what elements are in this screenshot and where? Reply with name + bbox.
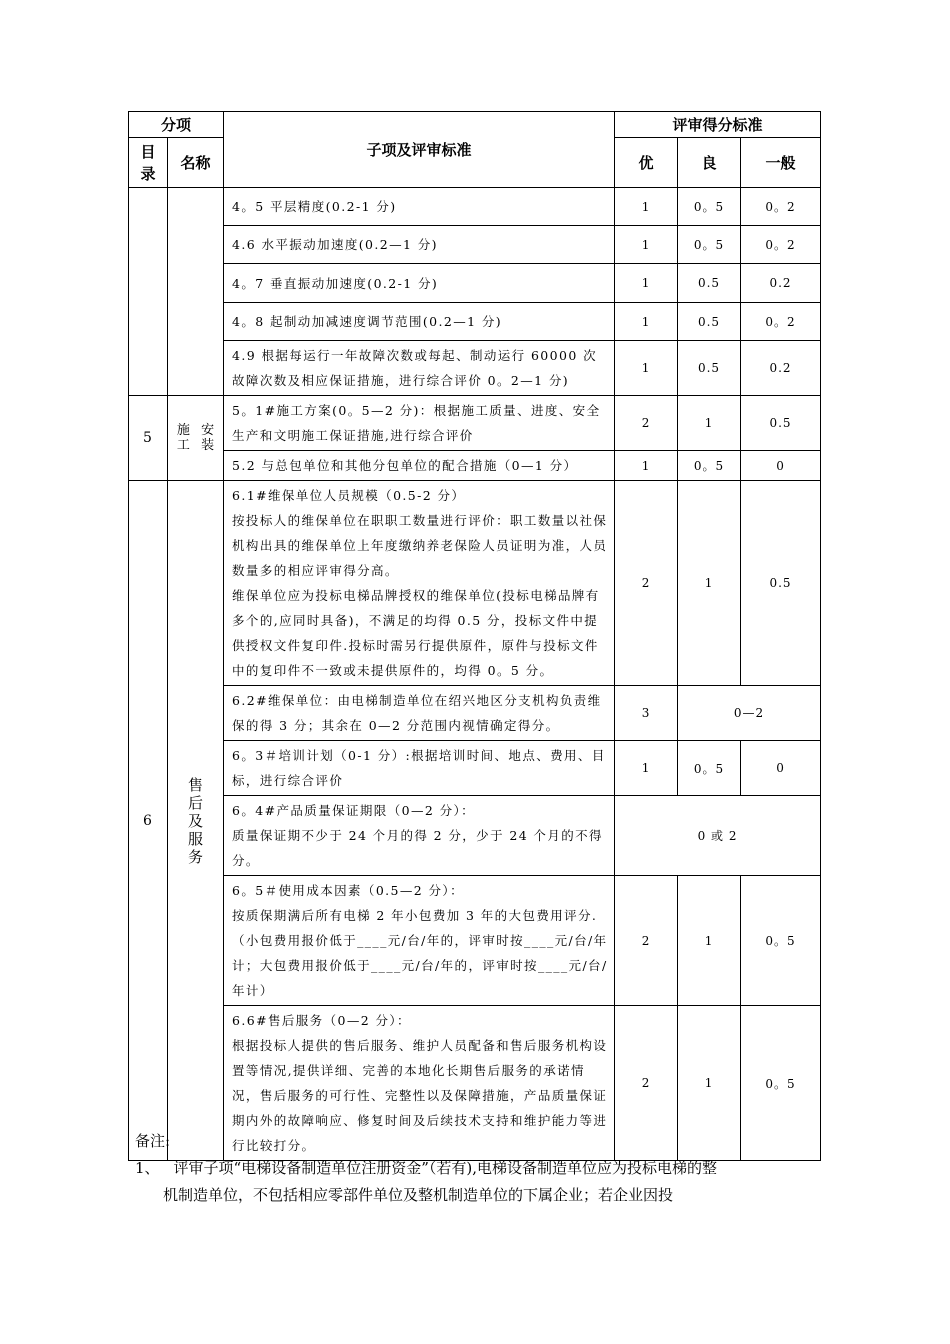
- header-score-standard: 评审得分标准: [615, 112, 821, 138]
- score-liang: 0.5: [678, 264, 741, 303]
- score-you: 2: [615, 876, 678, 1006]
- note-item-1: 1、 评审子项“电梯设备制造单位注册资金”（若有),电梯设备制造单位应为投标电梯的整: [135, 1159, 718, 1177]
- score-yiban: 0。5: [741, 1006, 821, 1161]
- score-yiban: 0.5: [741, 396, 821, 451]
- score-yiban: 0: [741, 451, 821, 481]
- score-liang: 1: [678, 876, 741, 1006]
- notes-section: [135, 1128, 825, 1209]
- score-yiban: 0。2: [741, 303, 821, 341]
- score-you: 1: [615, 451, 678, 481]
- score-liang: 1: [678, 1006, 741, 1161]
- criteria-text: 5。1#施工方案(0。5—2 分)：根据施工质量、进度、安全生产和文明施工保证措施,进行综合评价: [224, 396, 615, 451]
- score-you: 1: [615, 188, 678, 226]
- group6-num: 6: [129, 481, 168, 1161]
- score-you: 2: [615, 396, 678, 451]
- score-liang: 1: [678, 396, 741, 451]
- score-yiban: 0: [741, 741, 821, 796]
- score-you: 1: [615, 341, 678, 396]
- note-item-1-cont: 机制造单位，不包括相应零部件单位及整机制造单位的下属企业；若企业因投: [163, 1186, 674, 1204]
- score-liang: 0.5: [678, 341, 741, 396]
- score-liang: 0。5: [678, 188, 741, 226]
- notes-label: 备注:: [135, 1132, 171, 1150]
- header-fenxiang: 分项: [129, 112, 224, 138]
- criteria-text: 4.9 根据每运行一年故障次数或每起、制动运行 60000 次故障次数及相应保证措施，进行综合评价 0。2—1 分): [224, 341, 615, 396]
- score-liang: 0。5: [678, 741, 741, 796]
- score-you: 1: [615, 303, 678, 341]
- criteria-text: 6。4#产品质量保证期限（0—2 分）： 质量保证期不少于 24 个月的得 2 分，少于 24 个月的不得分。: [224, 796, 615, 876]
- criteria-text: 5.2 与总包单位和其他分包单位的配合措施（0—1 分）: [224, 451, 615, 481]
- score-you: 1: [615, 264, 678, 303]
- criteria-text: 6.6#售后服务（0—2 分）： 根据投标人提供的售后服务、维护人员配备和售后服务机构设置等情况,提供详细、完善的本地化长期售后服务的承诺情况，售后服务的可行性、完整性以及保障措施，产品质量保证期内外的故障响应、修复时间及后续技术支持和维护能力等进行比较打分。: [224, 1006, 615, 1161]
- score-you: 1: [615, 741, 678, 796]
- score-you: 3: [615, 686, 678, 741]
- scoring-table: [128, 111, 821, 1161]
- criteria-text: 4。7 垂直振动加速度(0.2-1 分): [224, 264, 615, 303]
- header-criteria: 子项及评审标准: [224, 112, 615, 188]
- group5-num: 5: [129, 396, 168, 481]
- score-liang: 0。5: [678, 451, 741, 481]
- score-yiban: 0.2: [741, 264, 821, 303]
- group4-name-cell: [168, 188, 224, 396]
- score-you: 2: [615, 481, 678, 686]
- header-liang: 良: [678, 138, 741, 188]
- header-mingcheng: 名称: [168, 138, 224, 188]
- score-yiban: 0。2: [741, 226, 821, 264]
- score-yiban: 0。2: [741, 188, 821, 226]
- header-yiban: 一般: [741, 138, 821, 188]
- score-yiban: 0。5: [741, 876, 821, 1006]
- score-yiban: 0.5: [741, 481, 821, 686]
- criteria-text: 4。5 平层精度(0.2-1 分): [224, 188, 615, 226]
- criteria-text: 6.1#维保单位人员规模（0.5-2 分） 按投标人的维保单位在职职工数量进行评价：职工数量以社保机构出具的维保单位上年度缴纳养老保险人员证明为准，人员数量多的相应评审得分高。 维保单位应为投标电梯品牌授权的维保单位(投标电梯品牌有多个的,应同时具备)，不满足的均得 0.5 分，投标文件中提供授权文件复印件.投标时需另行提供原件，原件与投标文件中的复印件不一致或未提供原件的，均得 0。5 分。: [224, 481, 615, 686]
- criteria-text: 4.6 水平振动加速度(0.2—1 分): [224, 226, 615, 264]
- header-mulu: 目录: [129, 138, 168, 188]
- score-liang-yiban-merged: 0—2: [678, 686, 821, 741]
- score-liang: 0。5: [678, 226, 741, 264]
- group6-name: 售后及服务: [168, 481, 224, 1161]
- score-you: 2: [615, 1006, 678, 1161]
- criteria-text: 4。8 起制动加减速度调节范围(0.2—1 分): [224, 303, 615, 341]
- group5-name: 施工 安装: [168, 396, 224, 481]
- header-you: 优: [615, 138, 678, 188]
- group4-num-cell: [129, 188, 168, 396]
- score-liang: 1: [678, 481, 741, 686]
- criteria-text: 6.2#维保单位：由电梯制造单位在绍兴地区分支机构负责维保的得 3 分；其余在 0—2 分范围内视情确定得分。: [224, 686, 615, 741]
- score-merged: 0 或 2: [615, 796, 821, 876]
- score-liang: 0.5: [678, 303, 741, 341]
- score-you: 1: [615, 226, 678, 264]
- score-yiban: 0.2: [741, 341, 821, 396]
- criteria-text: 6。3＃培训计划（0-1 分）:根据培训时间、地点、费用、目标，进行综合评价: [224, 741, 615, 796]
- criteria-text: 6。5＃使用成本因素（0.5—2 分）： 按质保期满后所有电梯 2 年小包费加 3 年的大包费用评分.（小包费用报价低于____元/台/年的，评审时按____元/台/年计；大包费用报价低于____元/台/年的，评审时按____元/台/年计）: [224, 876, 615, 1006]
